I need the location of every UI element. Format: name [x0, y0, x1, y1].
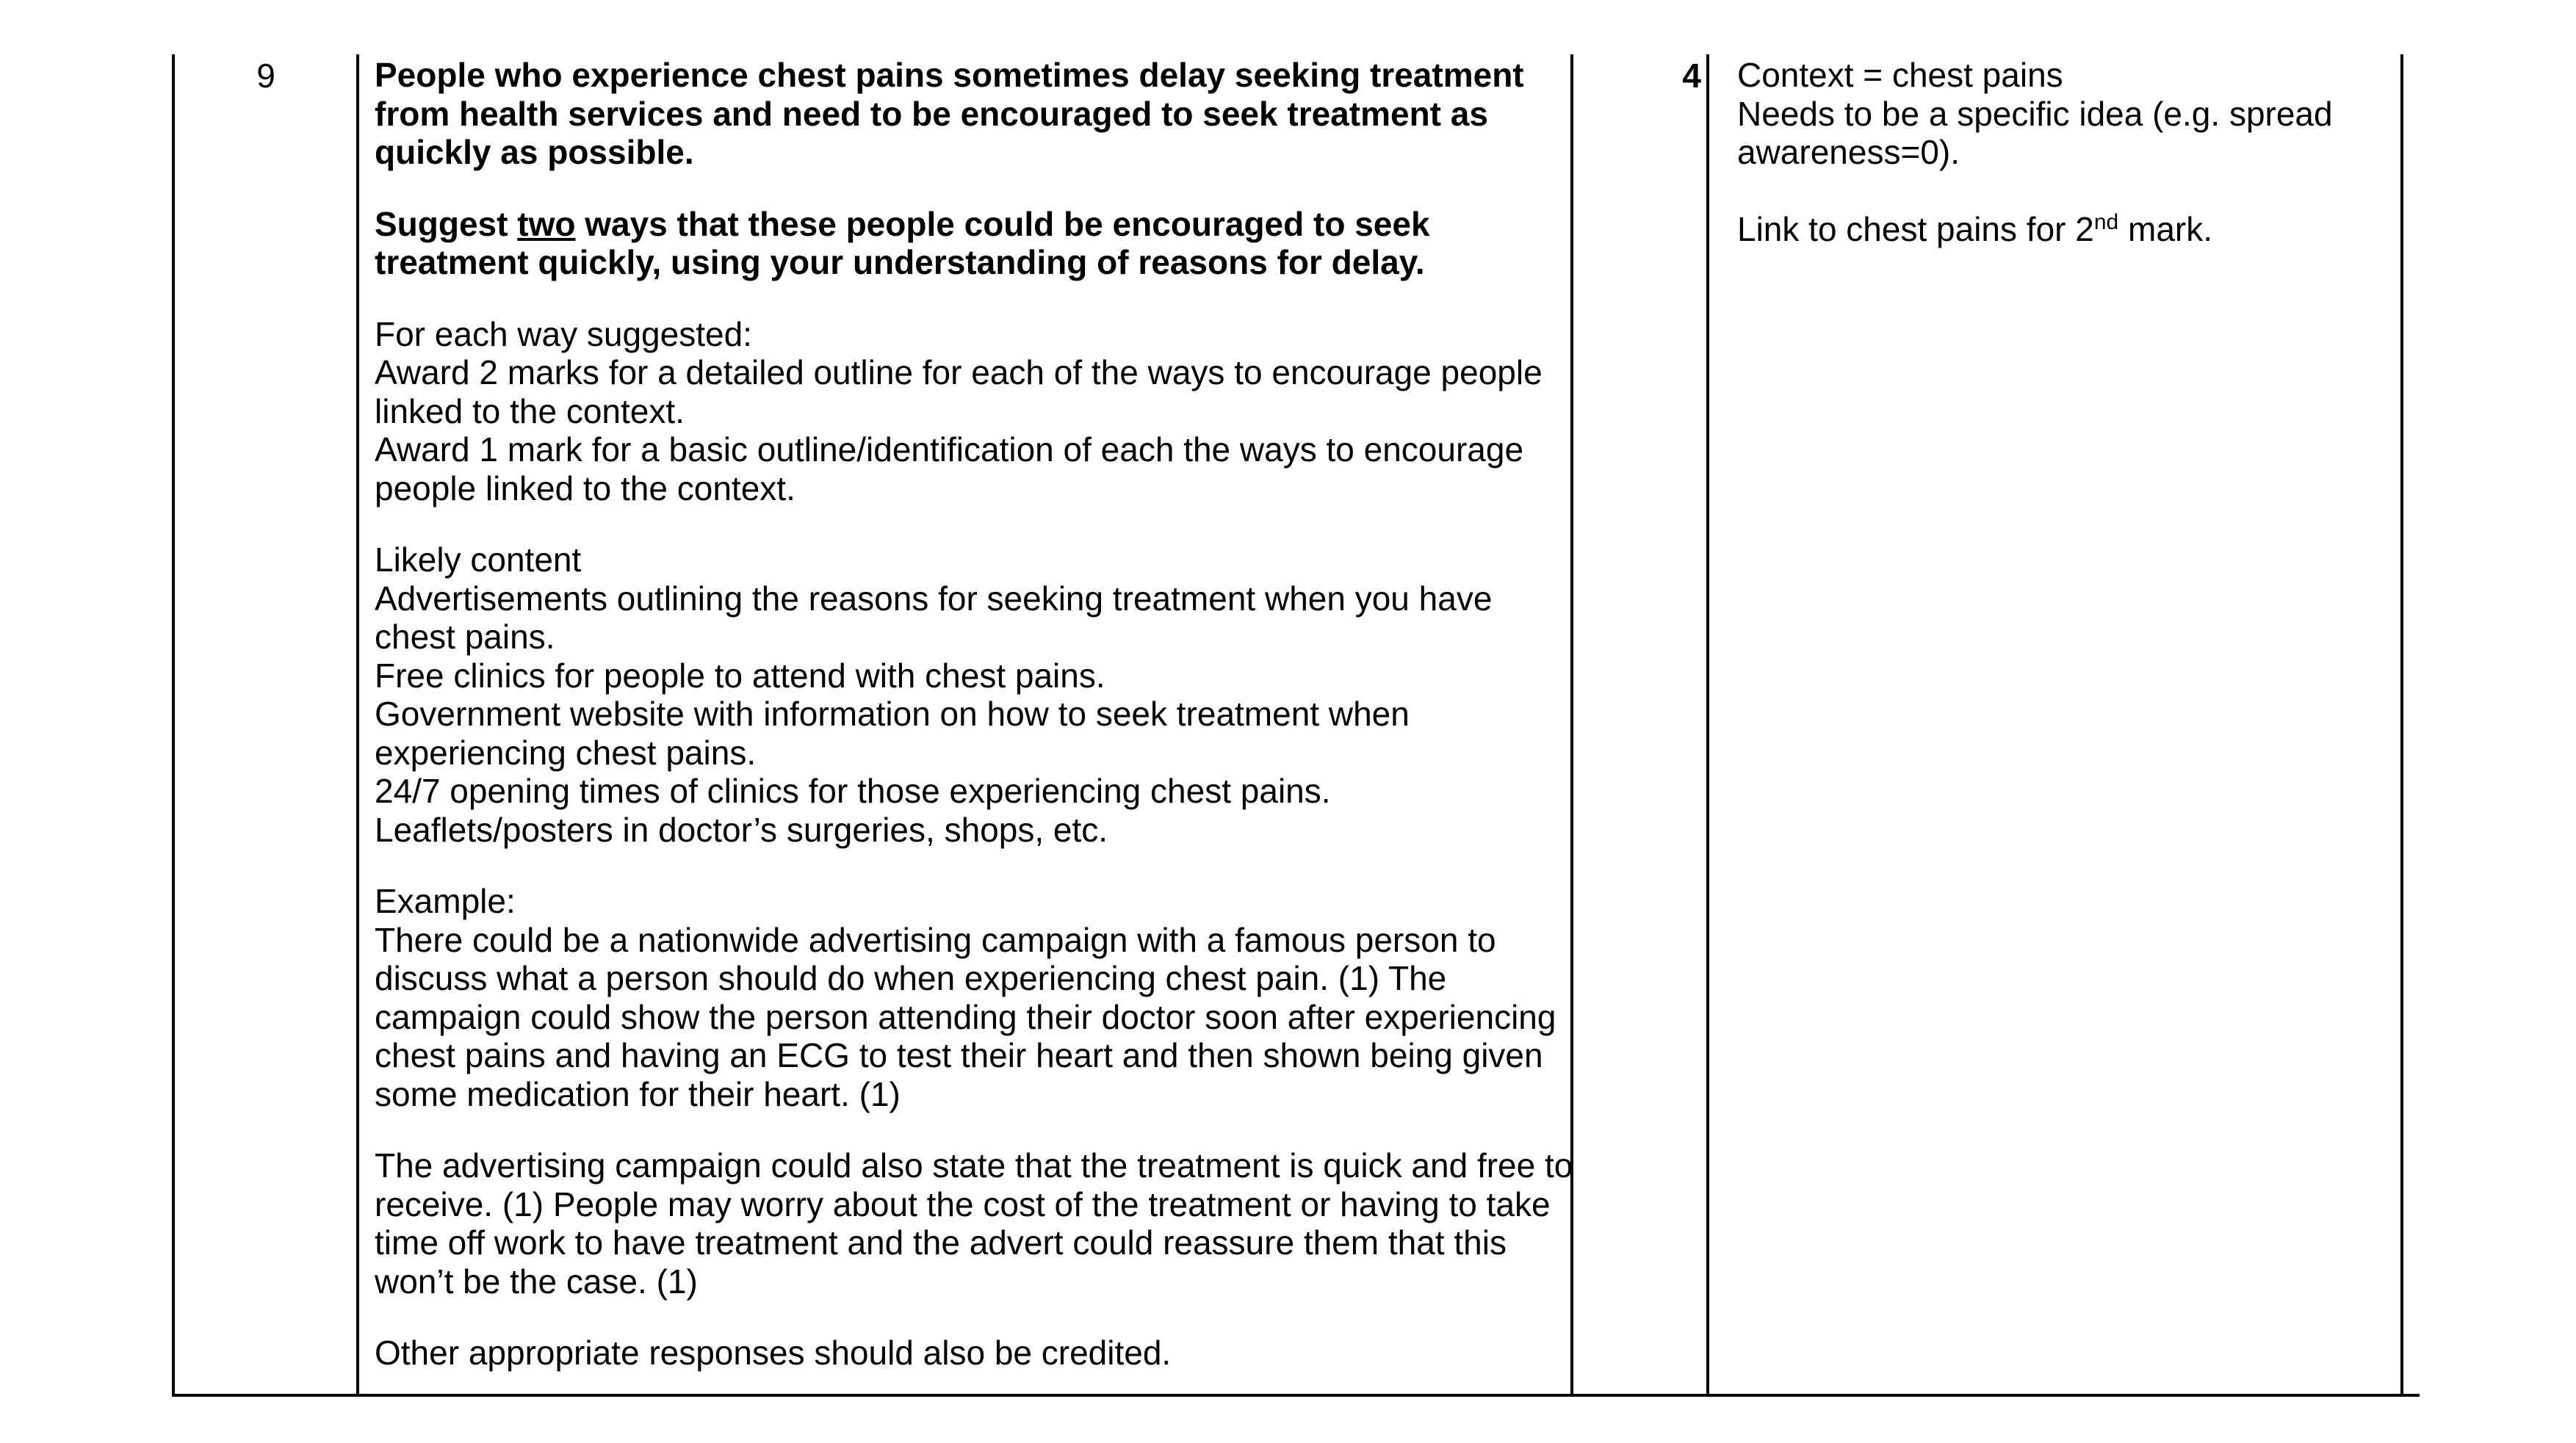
example-paragraph-1: [375, 882, 1579, 1113]
guidance-line-3-superscript: nd: [2093, 210, 2119, 234]
question-number: 9: [256, 57, 275, 95]
guidance-cell: [1737, 56, 2413, 249]
marks-value: 4: [1682, 57, 1701, 95]
example-paragraph-2: The advertising campaign could also state that the treatment is quick and free to receive. (1) People may worry about the cost of the treatment or having to take time off work to have treatment and the advert could reassure them that this won’t be the case. (1): [375, 1146, 1573, 1301]
guidance-line-3: [1737, 210, 2413, 249]
question-task-start: Suggest: [375, 204, 518, 243]
guidance-spacer: [1737, 172, 2413, 211]
likely-content: [375, 540, 1579, 849]
table-border-col3: [1706, 54, 1709, 1397]
likely-content-item: Government website with information on how to seek treatment when experiencing chest pains.: [375, 695, 1410, 772]
guidance-line-2: Needs to be a specific idea (e.g. spread awareness=0).: [1737, 94, 2333, 171]
question-task-end: ways that these people could be encouraged to seek treatment quickly, using your understanding of reasons for delay.: [375, 204, 1430, 281]
guidance-line-1: Context = chest pains: [1737, 56, 2063, 94]
guidance-line-3-end: mark.: [2118, 210, 2212, 248]
marking-award-2: Award 2 marks for a detailed outline for each of the ways to encourage people linked to the context.: [375, 353, 1543, 430]
question-task-emphasis: two: [517, 204, 576, 243]
likely-content-item: Leaflets/posters in doctor’s surgeries, shops, etc.: [375, 810, 1108, 849]
likely-content-item: 24/7 opening times of clinics for those experiencing chest pains.: [375, 772, 1331, 810]
marking-heading: For each way suggested:: [375, 314, 752, 353]
table-border-col1: [356, 54, 359, 1397]
guidance-line-3-start: Link to chest pains for 2: [1737, 210, 2094, 248]
likely-content-heading: Likely content: [375, 540, 582, 579]
table-border-left: [172, 54, 175, 1397]
likely-content-item: Free clinics for people to attend with chest pains.: [375, 656, 1105, 695]
question-stem: People who experience chest pains sometimes delay seeking treatment from health services and need to be encouraged to seek treatment as quickly as possible.: [375, 56, 1524, 171]
example-heading: Example:: [375, 882, 516, 920]
question-task: [375, 205, 1579, 282]
question-answer-cell: [375, 56, 1579, 1406]
example-text-1: There could be a nationwide advertising campaign with a famous person to discuss what a person should do when experiencing chest pain. (1) The campaign could show the person attending their doctor soon after experiencing chest pains and having an ECG to test their heart and then shown being given some medication for their heart. (1): [375, 920, 1556, 1113]
likely-content-item: Advertisements outlining the reasons for seeking treatment when you have chest pains.: [375, 579, 1493, 656]
table-border-right: [2400, 54, 2403, 1397]
closing-note: Other appropriate responses should also be credited.: [375, 1334, 1172, 1372]
marking-award-1: Award 1 mark for a basic outline/identification of each the ways to encourage people linked to the context.: [375, 430, 1524, 507]
marking-criteria: [375, 315, 1579, 508]
